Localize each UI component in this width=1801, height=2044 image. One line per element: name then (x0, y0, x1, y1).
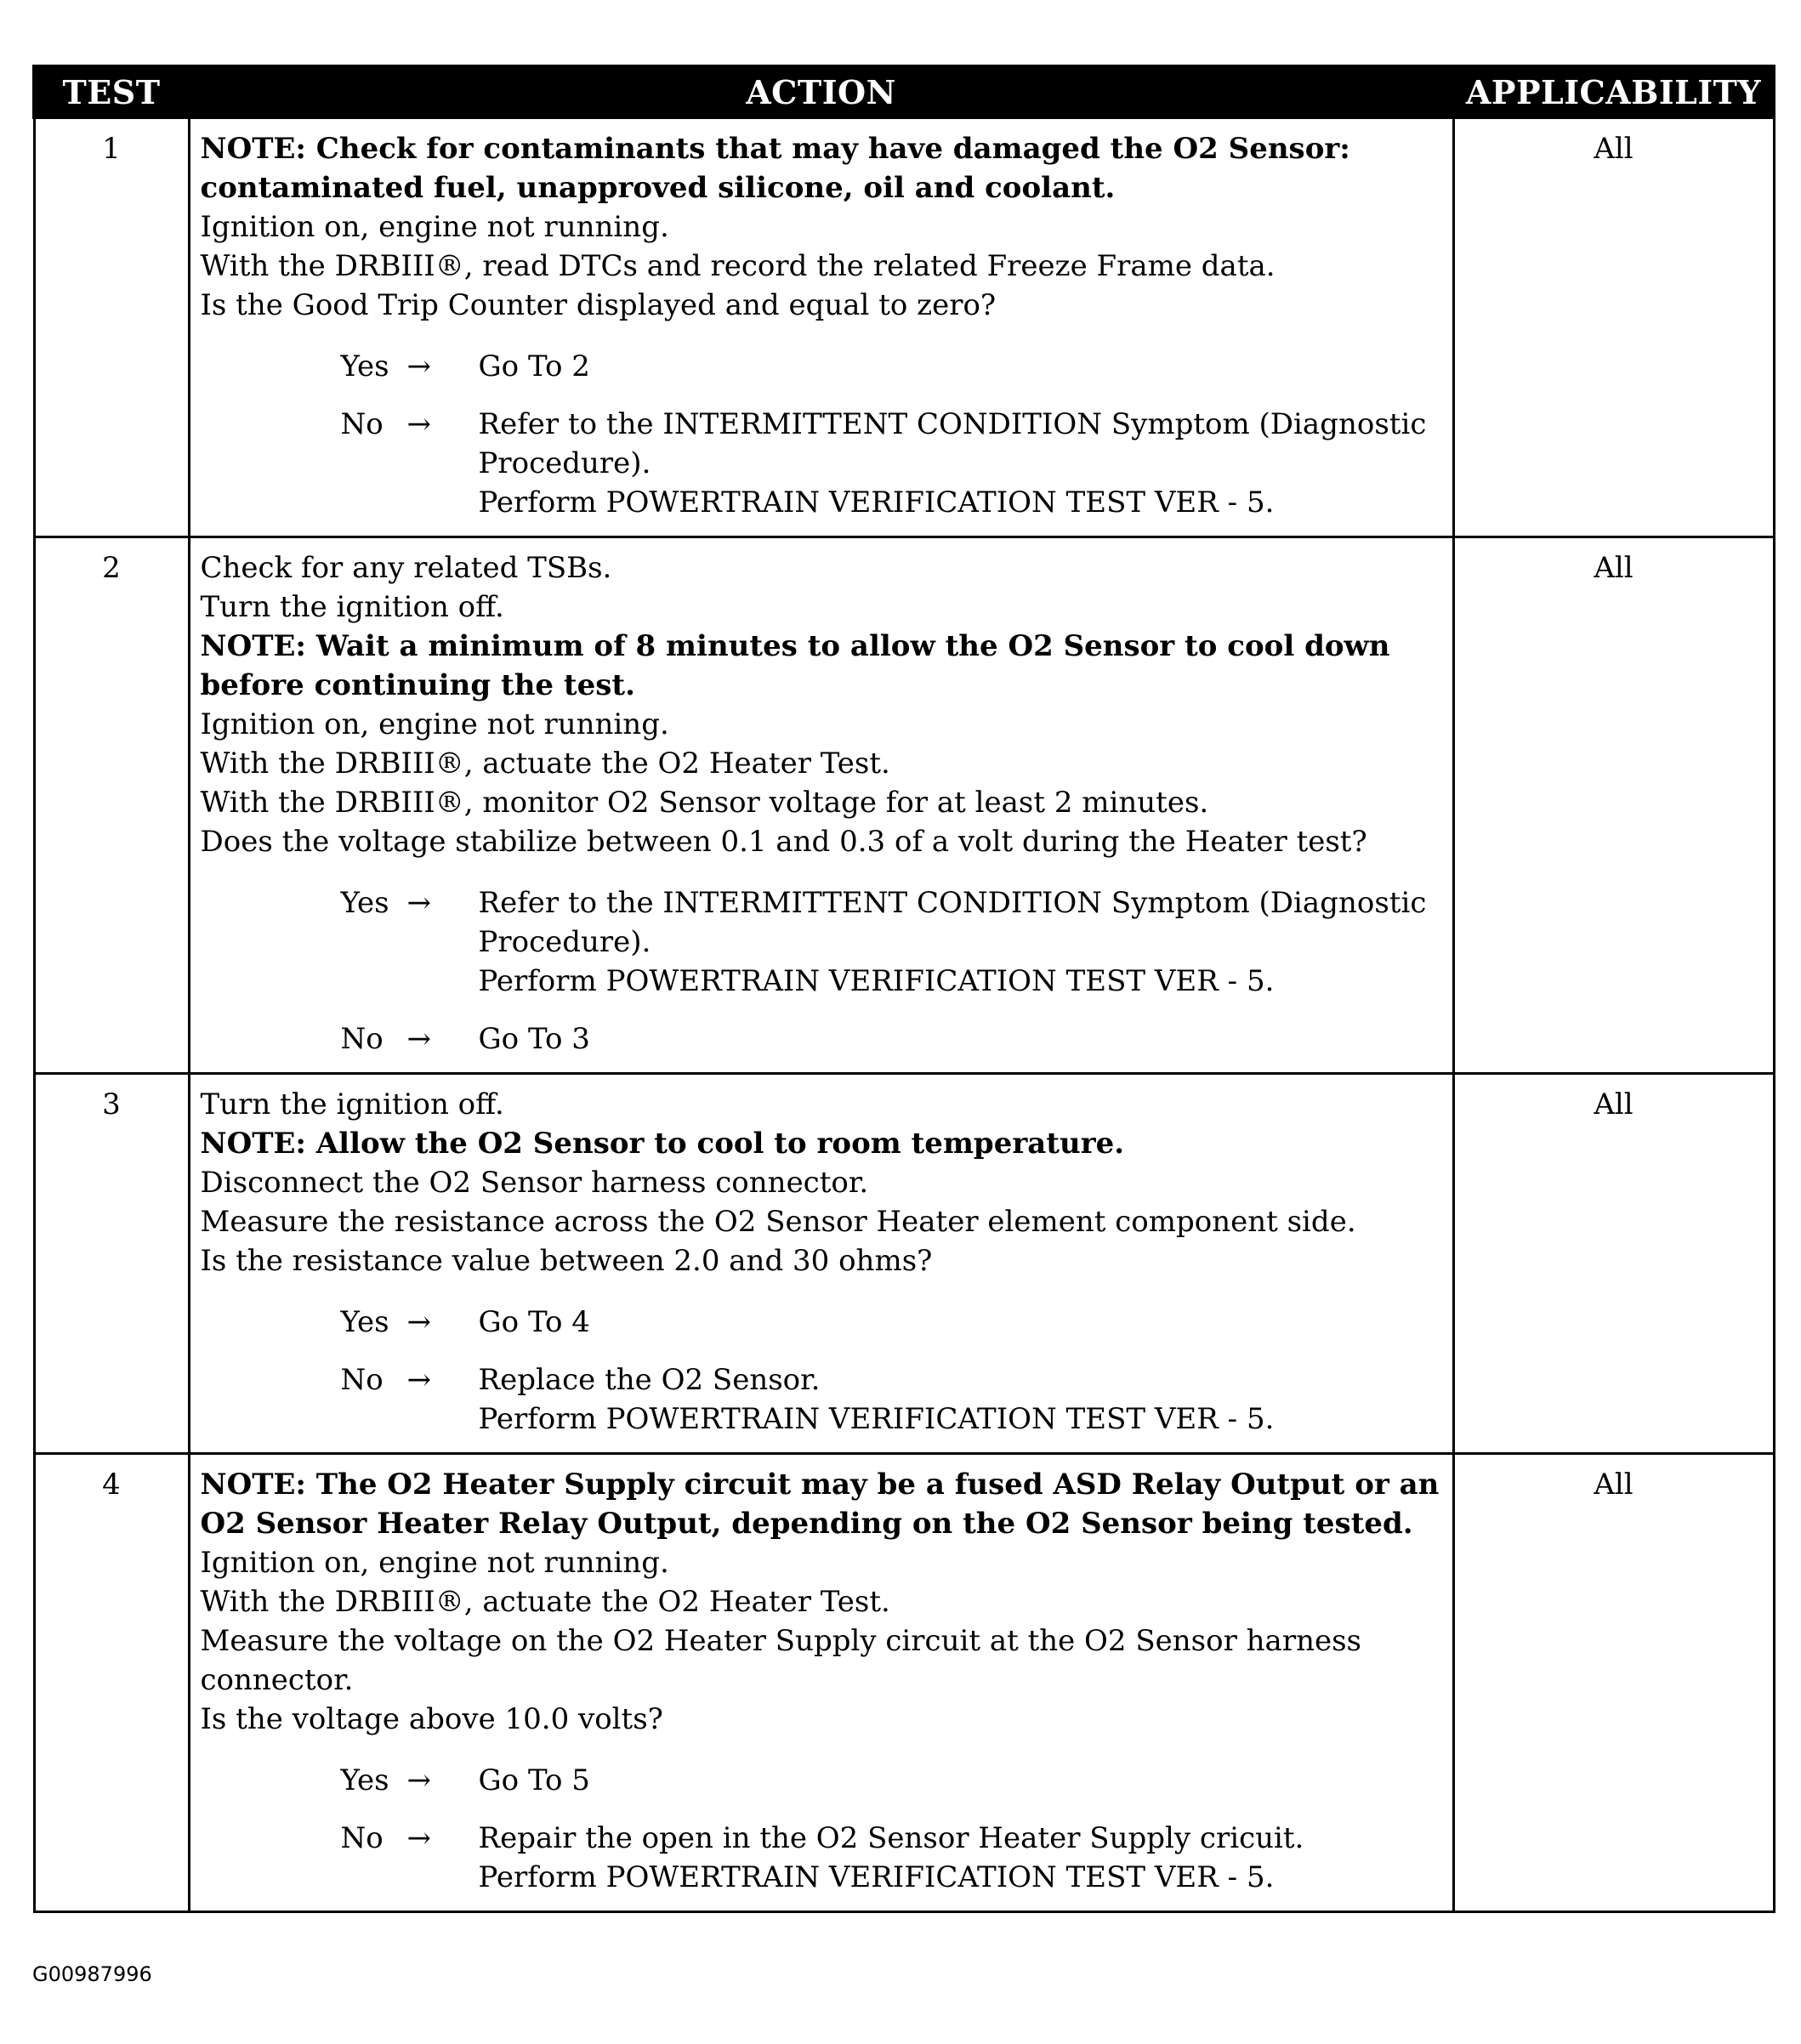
branch-label: Yes (340, 1763, 389, 1797)
branch-label: Yes (340, 886, 389, 920)
right-arrow-icon: → (406, 349, 431, 383)
applicability-value: All (1453, 537, 1774, 1074)
instruction-text: Turn the ignition off. (200, 590, 504, 624)
instruction-text: Ignition on, engine not running. (200, 1546, 669, 1580)
table-row (34, 117, 1774, 537)
branch-result: Go To 4 (478, 1305, 590, 1339)
action-cell (189, 537, 1453, 1074)
instruction-text: Is the resistance value between 2.0 and 30 ohms? (200, 1244, 933, 1278)
branch-no (341, 1019, 1444, 1059)
branch-label: No (340, 1363, 383, 1397)
branch-result: Go To 2 (478, 349, 590, 383)
table-row (34, 537, 1774, 1074)
applicability-value: All (1453, 1074, 1774, 1454)
right-arrow-icon: → (406, 407, 431, 441)
branch-yes (341, 1761, 1444, 1800)
branch-result: Refer to the INTERMITTENT CONDITION Symptom (Diagnostic Procedure). Perform POWERTRAIN VERIFICATION TEST VER - 5. (478, 886, 1427, 998)
column-header-test: TEST (34, 66, 189, 117)
instruction-text: With the DRBIII®, monitor O2 Sensor voltage for at least 2 minutes. (200, 786, 1209, 820)
table-row (34, 1074, 1774, 1454)
applicability-value: All (1453, 117, 1774, 537)
instruction-text: Measure the resistance across the O2 Sensor Heater element component side. (200, 1205, 1356, 1239)
instruction-text: With the DRBIII®, read DTCs and record the related Freeze Frame data. (200, 249, 1275, 283)
table-header (34, 66, 1774, 117)
branch-yes (341, 1303, 1444, 1342)
action-cell (189, 117, 1453, 537)
branch-result: Replace the O2 Sensor. Perform POWERTRAIN VERIFICATION TEST VER - 5. (478, 1363, 1275, 1436)
right-arrow-icon: → (406, 886, 431, 920)
instruction-text: Measure the voltage on the O2 Heater Supply circuit at the O2 Sensor harness connector. (200, 1624, 1361, 1697)
action-cell (189, 1454, 1453, 1912)
note-text: NOTE: Wait a minimum of 8 minutes to allow the O2 Sensor to cool down before continuing the test. (200, 629, 1390, 702)
branch-label: Yes (340, 1305, 389, 1339)
right-arrow-icon: → (406, 1763, 431, 1797)
instruction-text: Check for any related TSBs. (200, 551, 612, 585)
instruction-text: Ignition on, engine not running. (200, 210, 669, 244)
test-number: 1 (34, 117, 189, 537)
instruction-text: Is the voltage above 10.0 volts? (200, 1702, 663, 1736)
instruction-text: Is the Good Trip Counter displayed and equal to zero? (200, 288, 997, 322)
branch-result: Refer to the INTERMITTENT CONDITION Symptom (Diagnostic Procedure). Perform POWERTRAIN VERIFICATION TEST VER - 5. (478, 407, 1427, 520)
action-cell (189, 1074, 1453, 1454)
branch-yes (341, 883, 1444, 1001)
right-arrow-icon: → (406, 1305, 431, 1339)
note-text: NOTE: Check for contaminants that may have damaged the O2 Sensor: contaminated fuel, unapproved silicone, oil and coolant. (200, 132, 1350, 205)
applicability-value: All (1453, 1454, 1774, 1912)
branch-result: Go To 5 (478, 1763, 590, 1797)
branch-yes (341, 347, 1444, 386)
test-number: 3 (34, 1074, 189, 1454)
branch-no (341, 405, 1444, 522)
instruction-text: Does the voltage stabilize between 0.1 and 0.3 of a volt during the Heater test? (200, 825, 1367, 859)
branch-label: No (340, 407, 383, 441)
branch-label: No (340, 1821, 383, 1855)
note-text: NOTE: Allow the O2 Sensor to cool to room temperature. (200, 1127, 1125, 1161)
branch-no (341, 1819, 1444, 1897)
test-number: 4 (34, 1454, 189, 1912)
instruction-text: With the DRBIII®, actuate the O2 Heater Test. (200, 747, 890, 781)
instruction-text: With the DRBIII®, actuate the O2 Heater Test. (200, 1585, 890, 1619)
instruction-text: Ignition on, engine not running. (200, 707, 669, 741)
column-header-applicability: APPLICABILITY (1453, 66, 1774, 117)
test-number: 2 (34, 537, 189, 1074)
instruction-text: Disconnect the O2 Sensor harness connector. (200, 1166, 869, 1200)
right-arrow-icon: → (406, 1022, 431, 1056)
figure-code: G00987996 (32, 1962, 152, 1986)
table-row (34, 1454, 1774, 1912)
table-body (34, 117, 1774, 1912)
instruction-text: Turn the ignition off. (200, 1087, 504, 1121)
branch-label: Yes (340, 349, 389, 383)
note-text: NOTE: The O2 Heater Supply circuit may be a fused ASD Relay Output or an O2 Sensor Heater Relay Output, depending on the O2 Sensor being tested. (200, 1468, 1440, 1541)
branch-label: No (340, 1022, 383, 1056)
branch-no (341, 1360, 1444, 1439)
right-arrow-icon: → (406, 1363, 431, 1397)
diagnostic-test-table (32, 65, 1775, 1913)
branch-result: Repair the open in the O2 Sensor Heater Supply cricuit. Perform POWERTRAIN VERIFICATION TEST VER - 5. (478, 1821, 1304, 1894)
column-header-action: ACTION (189, 66, 1453, 117)
right-arrow-icon: → (406, 1821, 431, 1855)
branch-result: Go To 3 (478, 1022, 590, 1056)
